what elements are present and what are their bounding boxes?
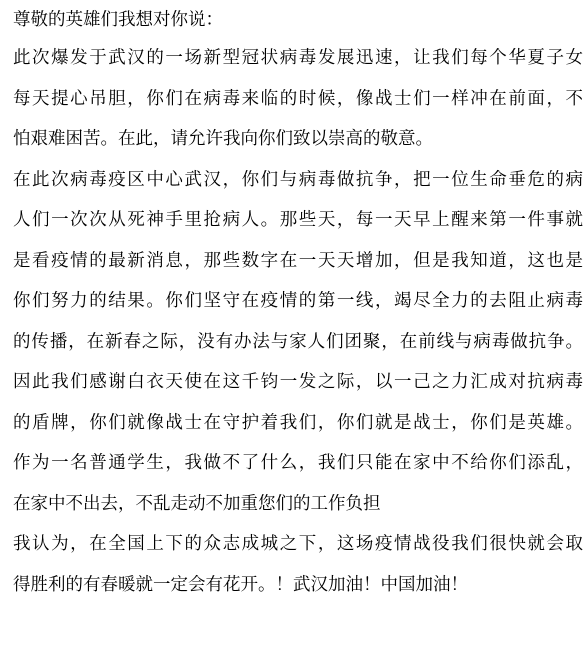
paragraph-line: 作为一名普通学生，我做不了什么，我们只能在家中不给你们添乱，	[13, 453, 583, 473]
paragraph-line: 在家中不出去，不乱走动不加重您们的工作负担	[13, 493, 381, 514]
letter-document	[13, 2, 583, 605]
paragraph-3	[13, 524, 583, 605]
paragraph-line: 在此次病毒疫区中心武汉，你们与病毒做抗争，把一位生命垂危的病	[13, 169, 583, 190]
paragraph-line: 因此我们感谢白衣天使在这千钧一发之际，以一己之力汇成对抗病毒	[13, 372, 583, 392]
paragraph-line: 你们努力的结果。你们坚守在疫情的第一线，竭尽全力的去阻止病毒	[13, 291, 583, 311]
paragraph-line: 怕艰难困苦。在此，请允许我向你们致以崇高的敬意。	[13, 129, 433, 149]
paragraph-1	[13, 38, 583, 160]
paragraph-line: 每天提心吊胆，你们在病毒来临的时候，像战士们一样冲在前面，不	[13, 88, 583, 109]
paragraph-line: 人们一次次从死神手里抢病人。那些天，每一天早上醒来第一件事就	[13, 210, 583, 230]
letter-greeting: 尊敬的英雄们我想对你说：	[13, 10, 223, 30]
paragraph-line: 得胜利的有春暖就一定会有花开。！武汉加油！中国加油！	[13, 574, 468, 595]
paragraph-line: 我认为，在全国上下的众志成城之下，这场疫情战役我们很快就会取	[13, 534, 583, 554]
paragraph-line: 是看疫情的最新消息，那些数字在一天天增加，但是我知道，这也是	[13, 250, 583, 271]
paragraph-line: 此次爆发于武汉的一场新型冠状病毒发展迅速，让我们每个华夏子女	[13, 48, 583, 68]
paragraph-2	[13, 160, 583, 525]
paragraph-line: 的盾牌，你们就像战士在守护着我们，你们就是战士，你们是英雄。	[13, 412, 583, 433]
paragraph-line: 的传播，在新春之际，没有办法与家人们团聚，在前线与病毒做抗争。	[13, 331, 583, 352]
